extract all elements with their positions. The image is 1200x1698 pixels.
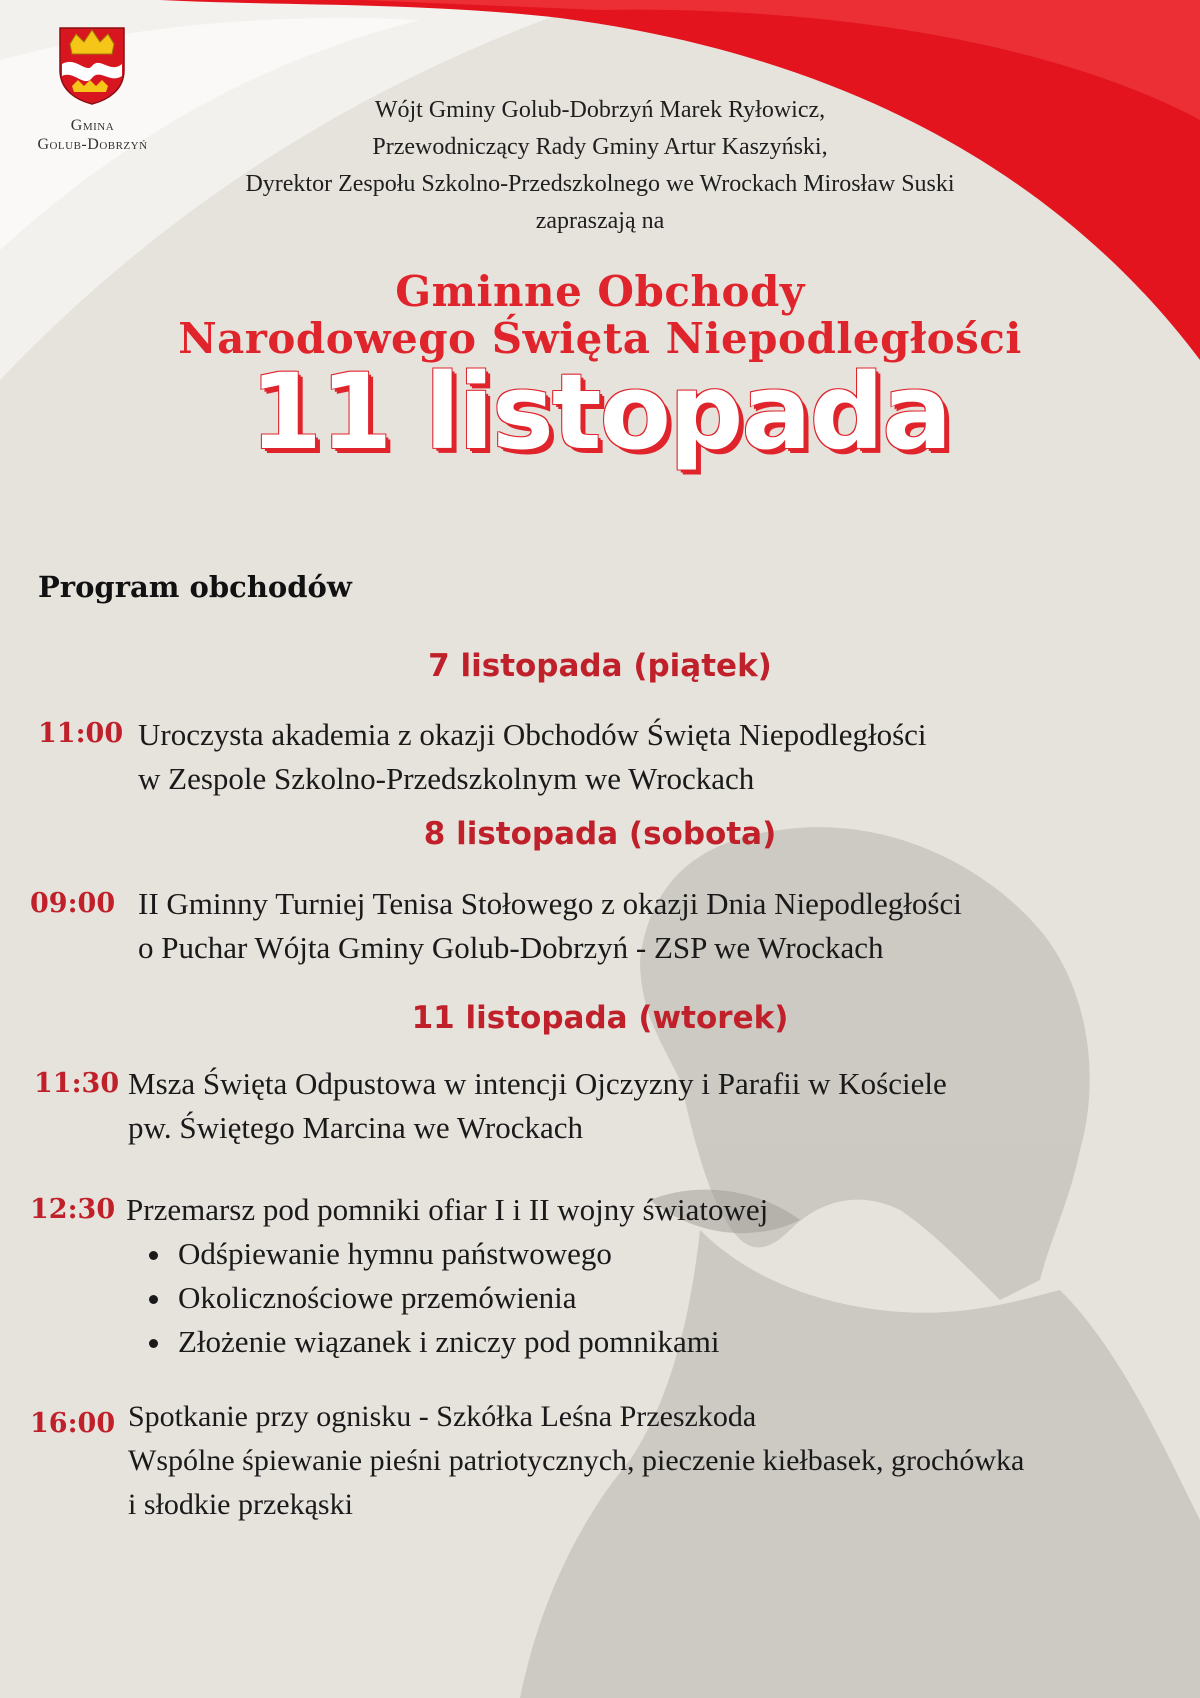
inviter-line: Wójt Gminy Golub-Dobrzyń Marek Ryłowicz, bbox=[374, 97, 826, 123]
event-line: II Gminny Turniej Tenisa Stołowego z okazji Dnia Niepodległości bbox=[138, 886, 962, 921]
event-line: o Puchar Wójta Gminy Golub-Dobrzyń - ZSP we Wrockach bbox=[138, 930, 884, 965]
day-heading: 8 listopada (sobota) bbox=[423, 816, 777, 852]
event-line: Msza Święta Odpustowa w intencji Ojczyzny i Parafii w Kościele bbox=[128, 1066, 947, 1101]
event-line: Spotkanie przy ognisku - Szkółka Leśna Przeszkoda bbox=[128, 1400, 757, 1433]
title-line2: Narodowego Święta Niepodległości bbox=[178, 314, 1022, 363]
event-line: Uroczysta akademia z okazji Obchodów Święta Niepodległości bbox=[138, 717, 927, 752]
event-description bbox=[138, 713, 927, 801]
event-title bbox=[0, 268, 1200, 362]
program-heading: Program obchodów bbox=[38, 570, 352, 604]
event-time: 16:00 bbox=[30, 1408, 116, 1439]
event-line: Wspólne śpiewanie pieśni patriotycznych, pieczenie kiełbasek, grochówka bbox=[128, 1444, 1025, 1477]
event-line: Przemarsz pod pomniki ofiar I i II wojny światowej bbox=[126, 1192, 769, 1227]
list-item: • Okolicznościowe przemówienia bbox=[174, 1276, 768, 1320]
title-line1: Gminne Obchody bbox=[395, 267, 805, 316]
list-item: • Odśpiewanie hymnu państwowego bbox=[174, 1232, 768, 1276]
list-item: • Złożenie wiązanek i zniczy pod pomnikami bbox=[174, 1320, 768, 1364]
inviters-block bbox=[100, 92, 1100, 240]
day-heading: 7 listopada (piątek) bbox=[428, 648, 772, 684]
event-time: 11:30 bbox=[34, 1068, 120, 1099]
event-description bbox=[126, 1188, 768, 1364]
inviter-line: Przewodniczący Rady Gminy Artur Kaszyński, bbox=[372, 134, 828, 160]
event-time: 09:00 bbox=[30, 888, 116, 919]
event-line: i słodkie przekąski bbox=[128, 1488, 353, 1521]
crest-label-line1: Gmina bbox=[70, 117, 115, 134]
event-line: pw. Świętego Marcina we Wrockach bbox=[128, 1110, 583, 1145]
event-bullet-list bbox=[126, 1232, 768, 1364]
event-description bbox=[128, 1395, 1024, 1527]
big-date: 11 listopada bbox=[249, 351, 951, 473]
event-description bbox=[138, 882, 962, 970]
event-time: 11:00 bbox=[38, 718, 124, 749]
invite-phrase: zapraszają na bbox=[535, 208, 665, 234]
crest-label-line2: Golub-Dobrzyń bbox=[37, 136, 148, 153]
day-heading: 11 listopada (wtorek) bbox=[411, 1000, 789, 1036]
event-description bbox=[128, 1062, 947, 1150]
event-time: 12:30 bbox=[30, 1194, 116, 1225]
event-line: w Zespole Szkolno-Przedszkolnym we Wrockach bbox=[138, 761, 755, 796]
inviter-line: Dyrektor Zespołu Szkolno-Przedszkolnego we Wrockach Mirosław Suski bbox=[245, 171, 955, 197]
